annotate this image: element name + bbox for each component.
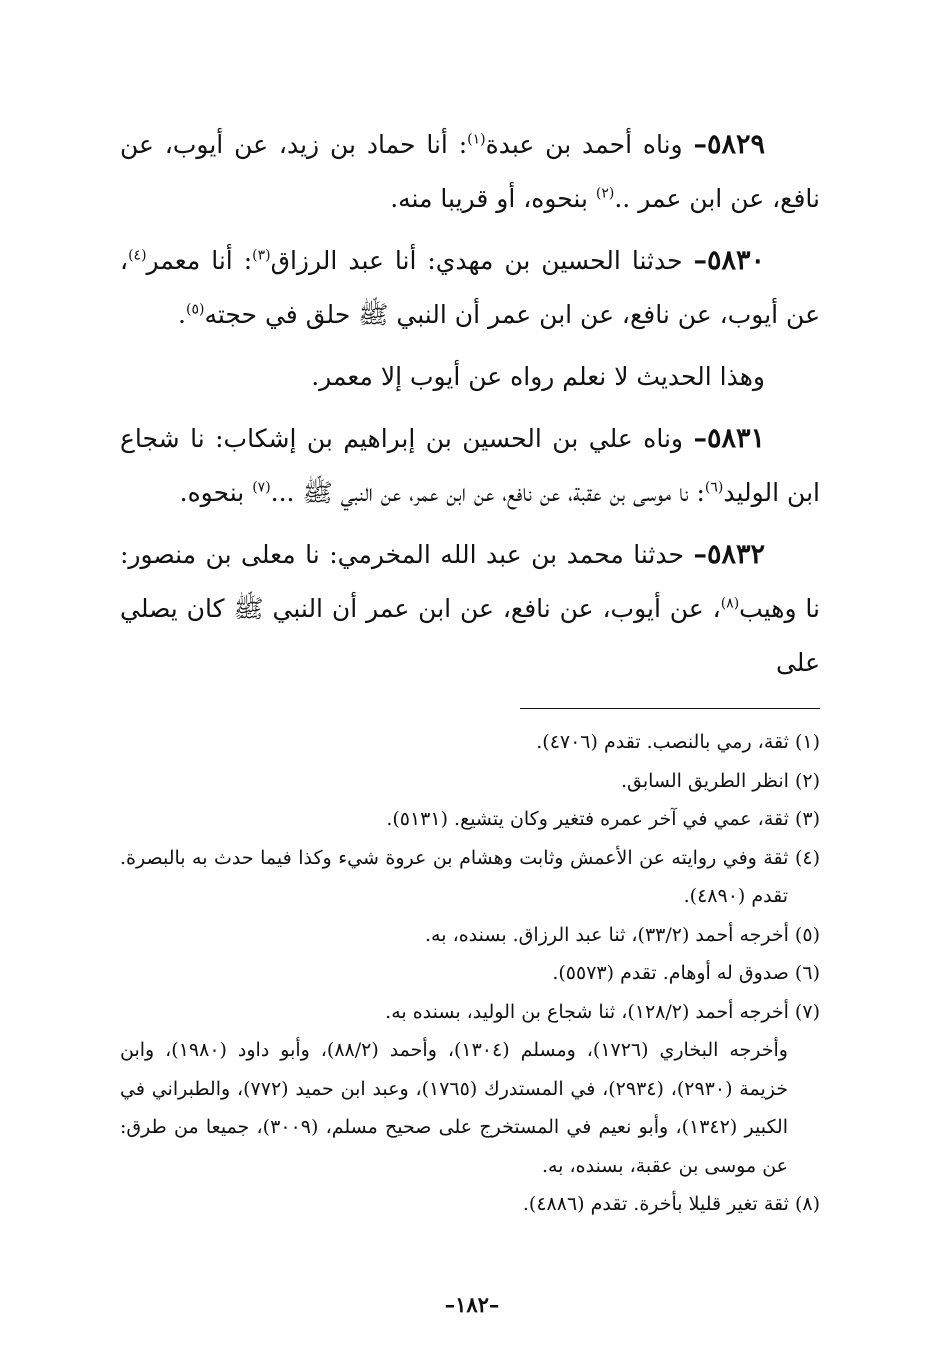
hadith-text: وناه أحمد بن عبدة [485, 130, 694, 159]
footnote-1: (١) ثقة، رمي بالنصب. تقدم (٤٧٠٦). [536, 731, 820, 753]
hadith-text: حدثنا محمد بن عبد الله المخرمي: نا معلى بن منصور: نا وهيب [120, 540, 820, 623]
footnote-7: (٧) أخرجه أحمد (١٢٨/٢)، ثنا شجاع بن الوليد، بسنده به. [385, 1000, 820, 1023]
footnote-ref: (٨) [720, 595, 740, 612]
footnote-7-continuation: وأخرجه البخاري (١٧٢٦)، ومسلم (١٣٠٤)، وأحمد (٨٨/٢)، وأبو داود (١٩٨٠)، وابن خزيمة (٢٩٣٠)، (٢٩٣٤)، في المستدرك (١٧٦٥)، وعبد ابن حميد (٧٧٢)، والطبراني في الكبير (١٣٤٢)، وأبو نعيم في المستخرج على صحيح مسلم، (٣٠٠٩)، جميعا من طرق: عن موسى بن عقبة، بسنده، به. [120, 1039, 788, 1177]
hadith-text: بنحوه. [179, 478, 253, 507]
footnote-separator [520, 708, 820, 709]
hadith-text: : أنا معمر [146, 246, 253, 275]
hadith-number: ٥٨٣٢– [693, 539, 765, 570]
hadith-5830 [120, 234, 820, 342]
hadith-5831 [120, 412, 820, 520]
footnote-ref: (٤) [128, 247, 147, 264]
hadith-text: : أنا حماد بن زيد، عن أيوب، عن نافع، عن ابن عمر .. [120, 130, 820, 213]
footnote-ref: (٦) [704, 479, 724, 496]
footnote-2: (٢) انظر الطريق السابق. [620, 769, 820, 792]
hadith-text: وناه علي بن الحسين بن إبراهيم بن إشكاب: نا شجاع ابن الوليد [120, 424, 820, 507]
hadith-number: ٥٨٣٠– [693, 245, 766, 276]
footnote-8: (٨) ثقة تغير قليلا بأخرة. تقدم (٤٨٨٦). [522, 1193, 820, 1215]
footnote-ref: (٥) [186, 301, 205, 318]
page-body [120, 118, 820, 1224]
hadith-text: : نا موسى بن عقبة، عن نافع، عن ابن عمر، عن النبي ﷺ ... [270, 478, 705, 507]
footnote-4: (٤) ثقة وفي روايته عن الأعمش وثابت وهشام بن عروة شيء وكذا فيما حدث به بالبصرة. تقدم (٤٨٩٠). [120, 846, 820, 907]
hadith-number: ٥٨٣١– [693, 423, 765, 454]
footnotes [120, 723, 820, 1224]
footnote-ref: (٢) [595, 185, 615, 202]
hadith-5832 [120, 528, 820, 690]
hadith-number: ٥٨٢٩– [693, 129, 765, 160]
footnote-3: (٣) ثقة، عمي في آخر عمره فتغير وكان يتشيع. (٥١٣١). [386, 808, 820, 830]
footnote-ref: (٣) [252, 247, 271, 264]
page-number: –١٨٢– [444, 1292, 500, 1317]
hadith-text: بنحوه، أو قريبا منه. [390, 184, 596, 213]
main-text [120, 118, 820, 690]
hadith-text: . [178, 300, 186, 329]
hadith-text: ، عن أيوب، عن نافع، عن ابن عمر أن النبي ﷺ حلق في حجته [120, 246, 820, 329]
footnote-ref: (٧) [252, 479, 271, 496]
footnote-5: (٥) أخرجه أحمد (٣٣/٢)، ثنا عبد الرزاق. بسنده، به. [425, 923, 820, 946]
footnote-6: (٦) صدوق له أوهام. تقدم (٥٥٧٣). [552, 962, 820, 984]
hadith-text: حدثنا الحسين بن مهدي: أنا عبد الرزاق [270, 246, 694, 275]
hadith-5829 [120, 118, 820, 226]
commentary: وهذا الحديث لا نعلم رواه عن أيوب إلا معمر. [311, 362, 765, 391]
footnote-ref: (١) [467, 131, 486, 148]
hadith-text: ، عن أيوب، عن نافع، عن ابن عمر أن النبي ﷺ كان يصلي على [120, 594, 820, 677]
